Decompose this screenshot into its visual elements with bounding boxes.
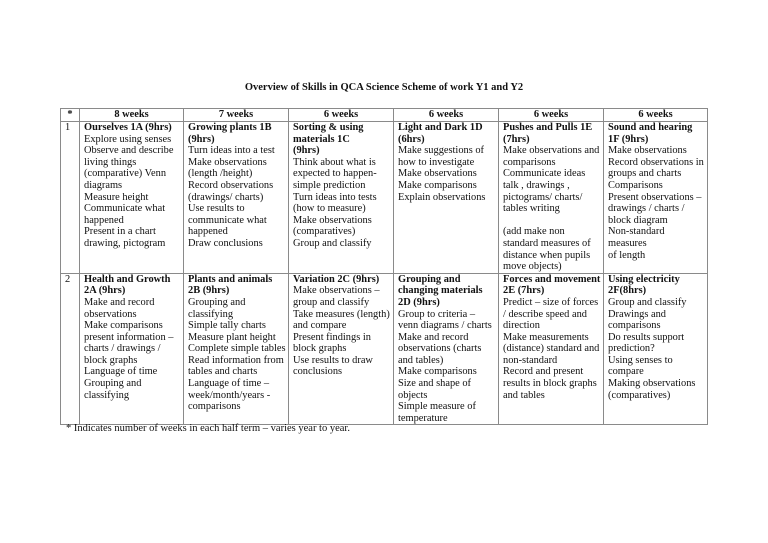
skill-line: observations (charts xyxy=(398,343,482,355)
skill-line: Present observations – xyxy=(608,191,702,203)
skill-line: Grouping and xyxy=(188,296,246,308)
skill-line: Drawings and xyxy=(608,308,667,320)
unit-title: Grouping and xyxy=(398,273,461,285)
skill-line: Group and classify xyxy=(608,296,687,308)
footnote: * Indicates number of weeks in each half term – varies year to year. xyxy=(66,423,350,434)
skill-line: block graphs xyxy=(293,343,347,355)
skill-line: comparisons xyxy=(608,320,661,332)
unit-title: Forces and movement xyxy=(503,273,601,285)
skill-line: classifying xyxy=(84,389,130,401)
skill-line: Make suggestions of xyxy=(398,145,485,157)
skill-line: Comparisons xyxy=(608,179,663,191)
skill-line: pictograms/ charts/ xyxy=(503,191,583,203)
unit-title: 2E (7hrs) xyxy=(503,285,545,297)
skill-line: compare xyxy=(608,366,644,378)
skill-line: tables and charts xyxy=(188,366,258,378)
skill-line: Draw conclusions xyxy=(188,237,263,249)
skill-line: (drawings/ charts) xyxy=(188,191,264,203)
skill-line: Record observations in xyxy=(608,156,704,168)
skill-line: comparisons xyxy=(188,401,241,413)
skill-line: (comparatives) xyxy=(293,226,356,238)
skill-line: Make observations xyxy=(398,168,477,180)
skill-line: charts / drawings / xyxy=(84,343,161,355)
skill-line: prediction? xyxy=(608,343,655,355)
document-title: Overview of Skills in QCA Science Scheme of work Y1 and Y2 xyxy=(244,82,524,93)
skill-line: (add make non xyxy=(503,226,565,238)
skill-line: Group to criteria – xyxy=(398,308,476,320)
unit-cell xyxy=(394,122,499,274)
skill-line: (distance) standard and xyxy=(503,343,600,355)
skill-line: Language of time xyxy=(84,366,158,378)
skill-line: Make and record xyxy=(84,296,155,308)
year-number: 1 xyxy=(61,122,80,274)
skill-line: Grouping and xyxy=(84,378,142,390)
table-row xyxy=(61,122,708,274)
unit-title: 2B (9hrs) xyxy=(188,285,230,297)
skill-line: Think about what is xyxy=(293,156,376,168)
skill-line: Group and classify xyxy=(293,237,372,249)
unit-cell xyxy=(184,122,289,274)
unit-cell xyxy=(604,122,708,274)
skill-line: block graphs xyxy=(84,354,138,366)
skill-line: groups and charts xyxy=(608,168,682,180)
skill-line: Measure plant height xyxy=(188,331,276,343)
unit-cell xyxy=(289,273,394,425)
unit-title: Sorting & using xyxy=(293,122,364,133)
skill-line: observations xyxy=(84,308,137,320)
unit-title: Pushes and Pulls 1E xyxy=(503,122,593,133)
skill-line: Turn ideas into a test xyxy=(188,145,275,157)
skill-line: (how to measure) xyxy=(293,203,366,215)
skill-line: comparisons xyxy=(503,156,556,168)
skill-line: drawing, pictogram xyxy=(84,237,166,249)
skill-line: expected to happen- xyxy=(293,168,377,180)
skill-line: Measure height xyxy=(84,191,149,203)
skill-line: (length /height) xyxy=(188,168,253,180)
skill-line: Simple tally charts xyxy=(188,320,266,332)
unit-title: Plants and animals xyxy=(188,273,273,285)
skill-line: communicate what xyxy=(188,214,267,226)
skill-line: happened xyxy=(188,226,228,238)
skill-line: simple prediction xyxy=(293,179,366,191)
skill-line: Simple measure of xyxy=(398,401,476,413)
unit-title: materials 1C xyxy=(293,133,350,145)
skill-line: Present findings in xyxy=(293,331,371,343)
skill-line: direction xyxy=(503,320,540,332)
unit-title: Growing plants 1B xyxy=(188,122,272,133)
skill-line: Non-standard measures xyxy=(608,226,665,249)
skill-line: Make observations – xyxy=(293,285,380,297)
unit-title: 2D (9hrs) xyxy=(398,296,440,308)
skill-line: and tables) xyxy=(398,354,444,366)
skill-line: happened xyxy=(84,214,124,226)
unit-title: Health and Growth xyxy=(84,273,171,285)
year-number: 2 xyxy=(61,273,80,425)
skill-line: Record and present xyxy=(503,366,584,378)
unit-title: 1F (9hrs) xyxy=(608,133,649,145)
skill-line: classifying xyxy=(188,308,234,320)
skill-line: (comparatives) xyxy=(608,389,671,401)
unit-cell xyxy=(499,122,604,274)
unit-title: 2F(8hrs) xyxy=(608,285,647,297)
skill-line xyxy=(503,215,601,227)
skill-line: Make measurements xyxy=(503,331,589,343)
header-weeks: 6 weeks xyxy=(604,109,708,122)
skill-line: Language of time – xyxy=(188,378,270,390)
skill-line: present information – xyxy=(84,331,174,343)
skill-line: tables writing xyxy=(503,203,560,215)
unit-title: 2A (9hrs) xyxy=(84,285,126,297)
skill-line: Making observations xyxy=(608,378,696,390)
unit-title: changing materials xyxy=(398,285,483,297)
skill-line: / describe speed and xyxy=(503,308,587,320)
skill-line: week/month/years - xyxy=(188,389,271,401)
skill-line: Use results to draw xyxy=(293,354,373,366)
unit-cell xyxy=(499,273,604,425)
skill-line: distance when pupils xyxy=(503,249,591,261)
skill-line: Make and record xyxy=(398,331,469,343)
skill-line: (comparative) Venn xyxy=(84,168,167,180)
skill-line: drawings / charts / xyxy=(608,203,685,215)
skill-line: and tables xyxy=(503,389,545,401)
skill-line: Use results to xyxy=(188,203,245,215)
skill-line: Explore using senses xyxy=(84,133,172,145)
skill-line: Observe and describe xyxy=(84,145,174,157)
skill-line: Make observations xyxy=(188,156,267,168)
unit-cell xyxy=(80,122,184,274)
skills-table xyxy=(60,108,708,425)
table-row xyxy=(61,273,708,425)
skill-line: venn diagrams / charts xyxy=(398,320,492,332)
unit-title: (9hrs) xyxy=(188,133,215,145)
skill-line: how to investigate xyxy=(398,156,475,168)
skill-line: Record observations xyxy=(188,179,274,191)
unit-title: Variation 2C (9hrs) xyxy=(293,273,380,285)
skill-line: Make observations and xyxy=(503,145,600,157)
skill-line: living things xyxy=(84,156,137,168)
skill-line: move objects) xyxy=(503,261,562,273)
unit-cell xyxy=(604,273,708,425)
skill-line: block diagram xyxy=(608,214,668,226)
skill-line: Predict – size of forces xyxy=(503,296,599,308)
skill-line: Turn ideas into tests xyxy=(293,191,377,203)
skill-line: Make observations xyxy=(293,214,372,226)
unit-title: Sound and hearing xyxy=(608,122,693,133)
unit-title: (9hrs) xyxy=(293,145,320,157)
unit-title: (7hrs) xyxy=(503,133,530,145)
skill-line: Take measures (length) xyxy=(293,308,390,320)
skill-line: Make observations xyxy=(608,145,687,157)
unit-cell xyxy=(289,122,394,274)
skill-line: Make comparisons xyxy=(398,179,477,191)
skill-line: objects xyxy=(398,389,428,401)
unit-cell xyxy=(394,273,499,425)
skill-line: diagrams xyxy=(84,179,123,191)
unit-cell xyxy=(80,273,184,425)
skill-line: Communicate what xyxy=(84,203,166,215)
skill-line: Present in a chart xyxy=(84,226,156,238)
skill-line: Make comparisons xyxy=(84,320,163,332)
skill-line: Explain observations xyxy=(398,191,486,203)
header-weeks: 8 weeks xyxy=(80,109,184,122)
skill-line: Communicate ideas xyxy=(503,168,586,180)
header-row xyxy=(61,109,708,122)
header-weeks: 6 weeks xyxy=(499,109,604,122)
header-weeks: 6 weeks xyxy=(394,109,499,122)
header-corner: * xyxy=(61,109,80,122)
skill-line: standard measures of xyxy=(503,237,591,249)
unit-title: Light and Dark 1D xyxy=(398,122,483,133)
skill-line: group and classify xyxy=(293,296,370,308)
skill-line: Complete simple tables xyxy=(188,343,286,355)
skill-line: Size and shape of xyxy=(398,378,471,390)
skill-line: results in block graphs xyxy=(503,378,597,390)
unit-title: Ourselves 1A (9hrs) xyxy=(84,122,172,133)
skill-line: of length xyxy=(608,249,646,261)
skill-line: Do results support xyxy=(608,331,685,343)
skill-line: talk , drawings , xyxy=(503,179,570,191)
header-weeks: 7 weeks xyxy=(184,109,289,122)
skill-line: conclusions xyxy=(293,366,343,378)
skill-line: non-standard xyxy=(503,354,558,366)
unit-cell xyxy=(184,273,289,425)
skill-line: Make comparisons xyxy=(398,366,477,378)
header-weeks: 6 weeks xyxy=(289,109,394,122)
skill-line: and compare xyxy=(293,320,347,332)
skill-line: Read information from xyxy=(188,354,284,366)
unit-title: Using electricity xyxy=(608,273,680,285)
skill-line: temperature xyxy=(398,412,448,424)
skill-line: Using senses to xyxy=(608,354,673,366)
unit-title: (6hrs) xyxy=(398,133,425,145)
